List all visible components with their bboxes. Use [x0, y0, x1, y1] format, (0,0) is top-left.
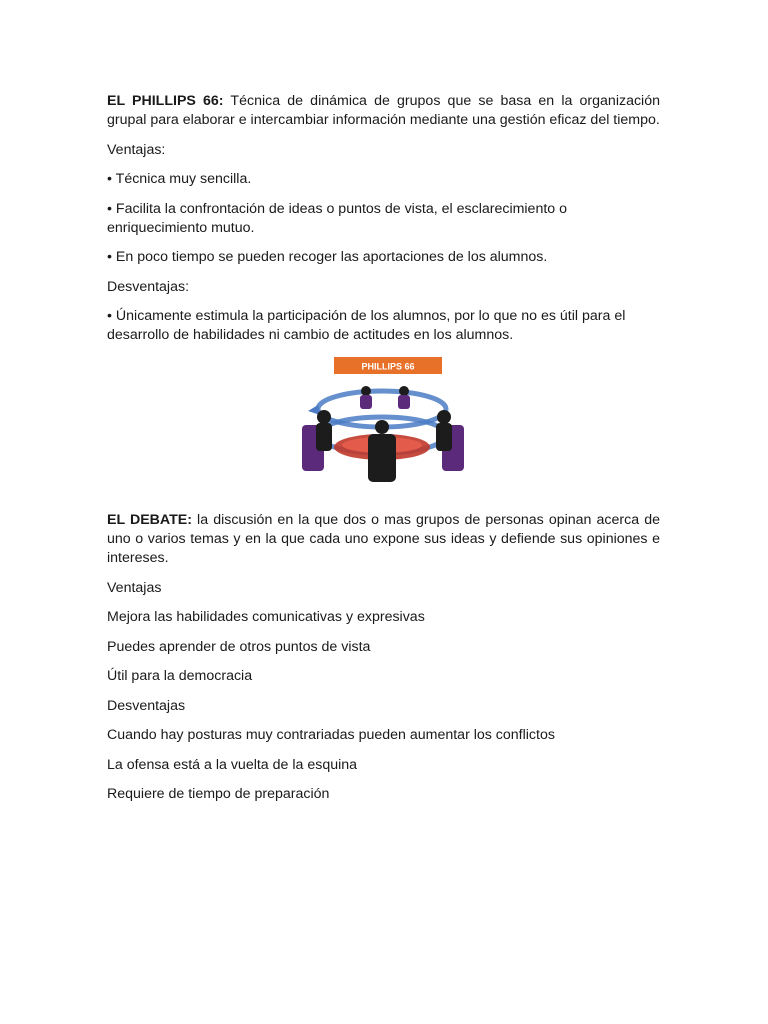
phillips-desventajas-heading: Desventajas:: [107, 278, 190, 295]
debate-definition: [107, 511, 660, 568]
person-right-icon: [436, 410, 464, 471]
phillips-term: EL PHILLIPS 66:: [107, 93, 224, 109]
debate-ventaja-item: Útil para la democracia: [107, 668, 253, 684]
debate-ventaja-item: Puedes aprender de otros puntos de vista: [107, 638, 371, 655]
debate-term: EL DEBATE:: [107, 512, 192, 528]
debate-desventajas-heading: Desventajas: [107, 697, 186, 714]
phillips-meeting-image: [300, 357, 468, 485]
phillips-definition: [107, 92, 660, 130]
debate-ventaja-item: Mejora las habilidades comunicativas y expresivas: [107, 609, 425, 625]
debate-definition-text: la discusión en la que dos o mas grupos de personas opinan acerca de uno o varios temas y en la que cada uno expone sus ideas y defiende sus opiniones e intereses.: [107, 512, 660, 566]
phillips-illustration: [107, 357, 660, 497]
phillips-ventaja-item: • Técnica muy sencilla.: [107, 171, 252, 187]
phillips-desventaja-item: • Únicamente estimula la participación de los alumnos, por lo que no es útil para el desarrollo de habilidades ni cambio de actitudes en los alumnos.: [107, 308, 626, 343]
debate-desventaja-item: Cuando hay posturas muy contrariadas pueden aumentar los conflictos: [107, 727, 555, 743]
phillips-ventaja-item: • Facilita la confrontación de ideas o puntos de vista, el esclarecimiento o enriquecimiento mutuo.: [107, 200, 568, 236]
debate-desventaja-item: Requiere de tiempo de preparación: [107, 786, 330, 802]
document-page: [107, 92, 660, 815]
phillips-ventaja-item: • En poco tiempo se pueden recoger las aportaciones de los alumnos.: [107, 249, 548, 265]
debate-desventaja-item: La ofensa está a la vuelta de la esquina: [107, 756, 358, 773]
phillips-definition-text: Técnica de dinámica de grupos que se basa en la organización grupal para elaborar e intercambiar información mediante una gestión eficaz del tiempo.: [107, 93, 660, 128]
banner-label: PHILLIPS 66: [361, 361, 415, 372]
phillips-ventajas-heading: Ventajas:: [107, 141, 166, 158]
debate-ventajas-heading: Ventajas: [107, 579, 162, 596]
person-left-icon: [302, 410, 332, 471]
